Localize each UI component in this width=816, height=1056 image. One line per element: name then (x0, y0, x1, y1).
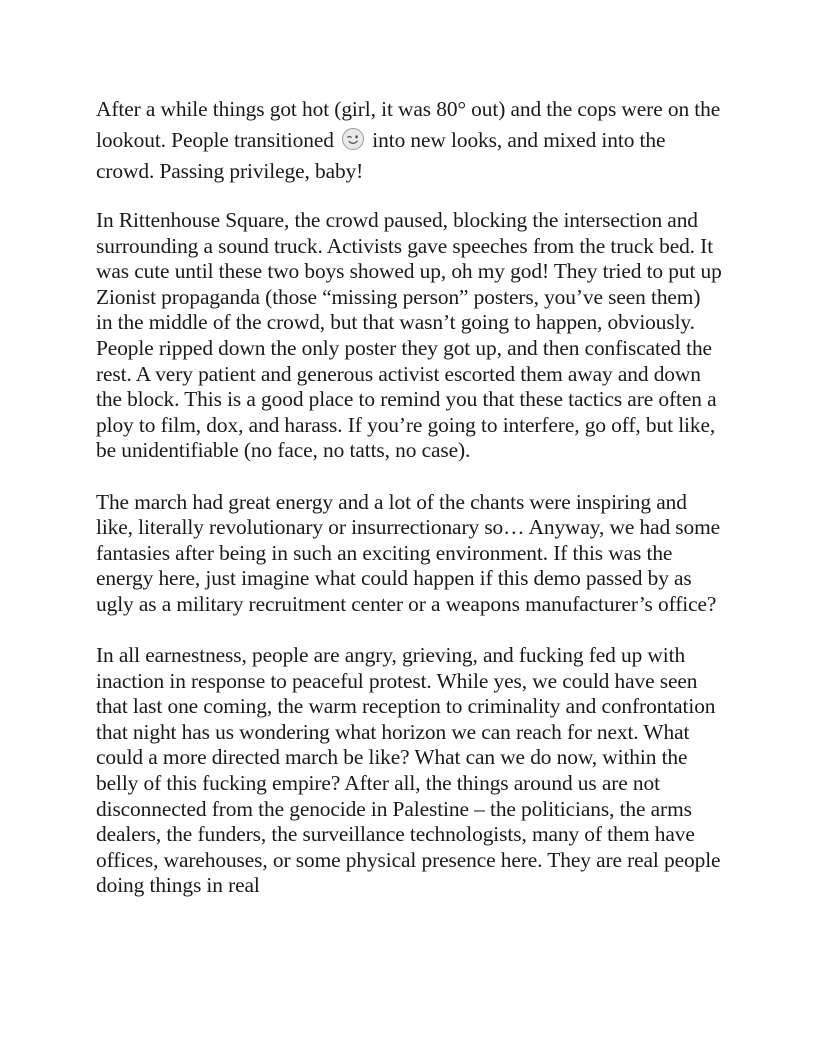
paragraph-1-text-after: into new looks, and mixed into the crowd. Passing privilege, baby! (96, 128, 666, 183)
paragraph-1 (96, 94, 722, 187)
paragraph-3: The march had great energy and a lot of the chants were inspiring and like, literally revolutionary or insurrectionary so… Anyway, we had some fantasies after being in such an exciting environment. If this was the energy here, just imagine what could happen if this demo passed by as ugly as a military recruitment center or a weapons manufacturer’s office? (96, 489, 721, 616)
document-body (96, 94, 722, 925)
winking-face-icon (341, 127, 365, 151)
paragraph-1-text-before: After a while things got hot (girl, it was 80° out) and the cops were on the lookout. People transitioned (96, 97, 721, 152)
paragraph-2: In Rittenhouse Square, the crowd paused, blocking the intersection and surrounding a sound truck. Activists gave speeches from the truck bed. It was cute until these two boys showed up, oh my god! They tried to put up Zionist propaganda (those “missing person” posters, you’ve seen them) in the middle of the crowd, but that wasn’t going to happen, obviously. People ripped down the only poster they got up, and then confiscated the rest. A very patient and generous activist escorted them away and down the block. This is a good place to remind you that these tactics are often a ploy to film, dox, and harass. If you’re going to interfere, go off, but like, be unidentifiable (no face, no tatts, no case). (96, 208, 722, 463)
paragraph-4: In all earnestness, people are angry, grieving, and fucking fed up with inaction in response to peaceful protest. While yes, we could have seen that last one coming, the warm reception to criminality and confrontation that night has us wondering what horizon we can reach for next. What could a more directed march be like? What can we do now, within the belly of this fucking empire? After all, the things around us are not disconnected from the genocide in Palestine – the politicians, the arms dealers, the funders, the surveillance technologists, many of them have offices, warehouses, or some physical presence here. They are real people doing things in real (96, 643, 721, 898)
